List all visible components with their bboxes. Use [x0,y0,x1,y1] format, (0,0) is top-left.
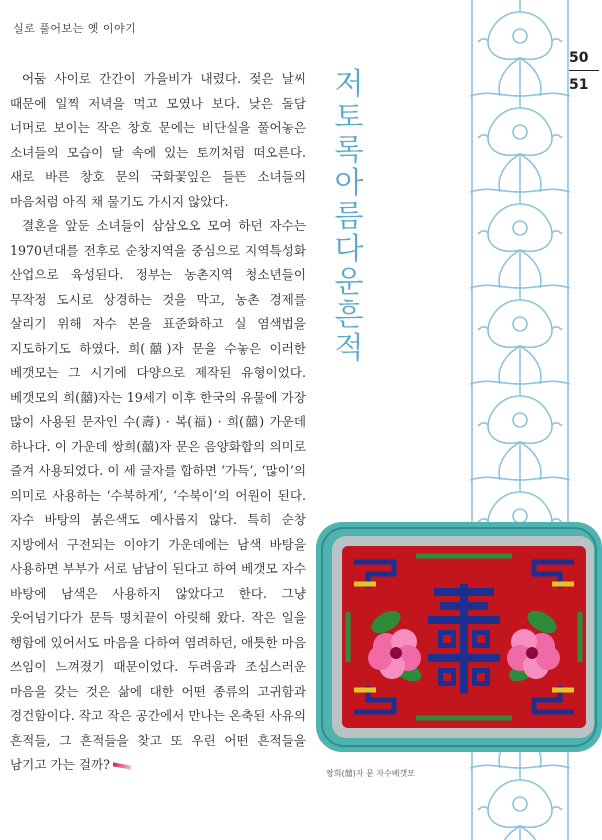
title-char: 저 [334,67,364,102]
title-char: 운 [334,265,364,300]
running-head: 실로 풀어보는 옛 이야기 [13,22,137,35]
embroidered-pillow-photo [316,522,602,752]
title-char: 적 [334,331,364,366]
vertical-title [331,68,367,365]
page-number-divider [569,70,599,71]
title-char: 흔 [334,298,364,333]
paragraph-2 [10,214,306,778]
title-char: 토 [334,100,364,135]
title-char: 다 [334,232,364,267]
page-numbers [569,48,602,95]
end-mark-icon [113,762,131,769]
article-body [10,67,306,778]
figure-caption: 쌍희(囍)자 문 자수베갯모 [326,769,415,778]
paragraph-1: 어둠 사이로 간간이 가을비가 내렸다. 젖은 날씨 때문에 일찍 저녁을 먹고 모였나 보다. 낮은 돌담 너머로 보이는 작은 창호 문에는 비단실을 풀어놓은 소녀들의 모습이 달 속에 있는 토끼처럼 떠오른다. 새로 바른 창호 문의 국화꽃잎은 들뜬 소녀들의 마음처럼 아직 채 물기도 가시지 않았다. [10,71,306,209]
page-number-right: 51 [569,77,589,93]
page-number-left: 50 [569,50,589,66]
title-char: 름 [334,199,364,234]
title-char: 록 [334,133,364,168]
paragraph-2-text: 결혼을 앞둔 소녀들이 삼삼오오 모여 하던 자수는 1970년대를 전후로 순창지역을 중심으로 지역특성화 산업으로 육성된다. 정부는 농촌지역 청소년들이 무작정 도시로 상경하는 것을 막고, 농촌 경제를 살리기 위해 자수 본을 표준화하고 실 염색법을 지도하기도 하였다. 희(囍)자 문을 수놓은 이러한 베갯모는 그 시기에 다양으로 제작된 유형이었다. 베갯모의 희(囍)자는 19세기 이후 한국의 유물에 가장 많이 사용된 문자인 수(壽) · 복(福) · 희(囍) 가운데 하나다. 이 가운데 쌍희(囍)자 문은 음양화합의 의미로 즐겨 사용되었다. 이 세 글자를 합하면 ‘가득’, ‘많이’의 의미로 사용하는 ‘수북하게’, ‘수북이’의 어원이 된다. 자수 바탕의 붉은색도 예사롭지 않다. 특히 순창 지방에서 구전되는 이야기 가운데에는 남색 바탕을 사용하면 부부가 서로 남남이 된다고 하여 베갯모 자수 바탕에 남색은 사용하지 않았다고 한다. 그냥 웃어넘기다가 문득 명치끝이 아릿해 왔다. 작은 일을 행함에 있어서도 마음을 다하여 염려하던, 애틋한 마음 쓰임이 느껴졌기 때문이었다. 두려움과 조심스러운 마음을 갖는 것은 삶에 대한 어떤 종류의 고귀함과 경건함이다. 작고 작은 공간에서 만나는 온축된 사유의 흔적들, 그 흔적들을 찾고 또 우린 어떤 흔적들을 남기고 가는 걸까? [10,218,306,772]
title-char: 아 [334,166,364,201]
